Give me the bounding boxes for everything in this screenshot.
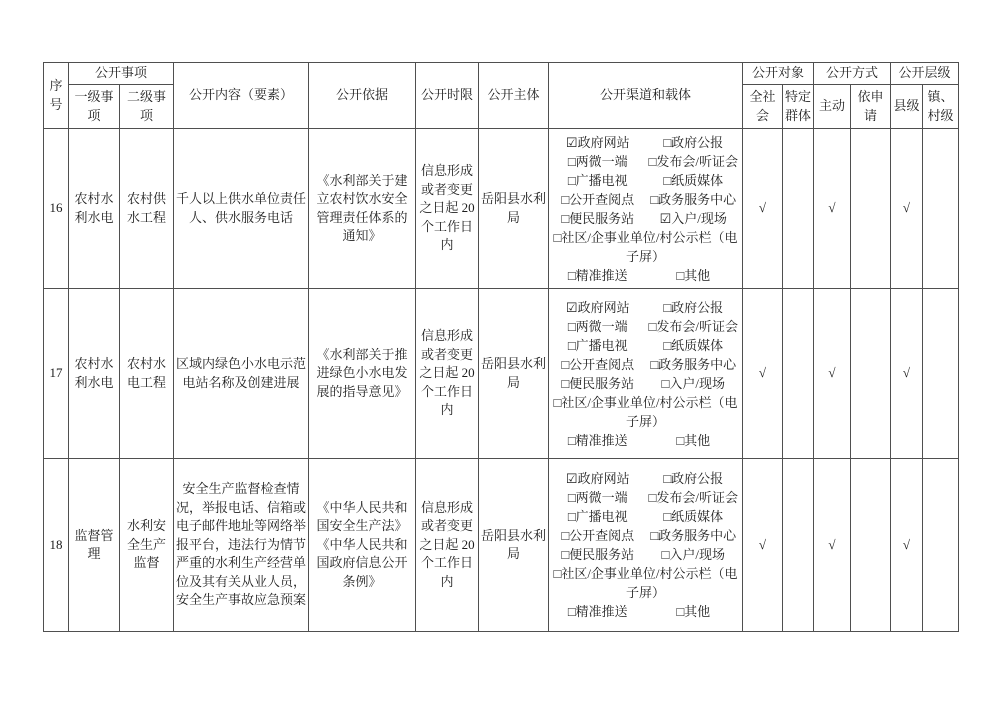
target-specific-cell xyxy=(783,129,814,289)
channel-option-label: 社区/企事业单位/村公示栏（电子屏） xyxy=(561,394,738,429)
channel-option xyxy=(646,507,742,526)
header-basis: 公开依据 xyxy=(309,63,416,129)
channel-option-label: 精准推送 xyxy=(575,432,628,448)
checkbox-icon: □ xyxy=(676,267,685,283)
target-specific-cell xyxy=(783,289,814,459)
channel-option xyxy=(550,393,741,431)
channel-option-label: 其他 xyxy=(684,432,711,448)
header-matter-l2: 二级事项 xyxy=(120,85,174,129)
checkbox-icon: □ xyxy=(561,375,570,391)
header-target-all: 全社会 xyxy=(743,85,783,129)
channel-option-label: 便民服务站 xyxy=(569,210,635,226)
checkbox-icon: ☑ xyxy=(565,134,578,150)
method-request-cell xyxy=(851,289,891,459)
seq-cell: 17 xyxy=(44,289,69,459)
header-matter-l1: 一级事项 xyxy=(69,85,120,129)
channel-option-label: 社区/企事业单位/村公示栏（电子屏） xyxy=(561,229,738,264)
channel-line xyxy=(550,374,741,393)
content-cell: 千人以上供水单位责任人、供水服务电话 xyxy=(174,129,309,289)
checkbox-icon: □ xyxy=(661,547,670,562)
checkbox-icon: □ xyxy=(561,356,570,372)
checkbox-icon: ☑ xyxy=(565,299,578,315)
checkbox-icon: □ xyxy=(567,267,576,283)
channel-option-label: 公开查阅点 xyxy=(569,191,635,207)
channel-option-label: 其他 xyxy=(684,604,711,619)
header-channels: 公开渠道和载体 xyxy=(549,63,743,129)
channel-line xyxy=(550,152,741,171)
channel-option xyxy=(646,336,742,355)
channel-option-label: 入户/现场 xyxy=(671,210,727,226)
channel-option xyxy=(646,431,742,450)
method-request-cell xyxy=(851,459,891,632)
channel-option-label: 政府网站 xyxy=(577,471,630,486)
checkbox-icon: □ xyxy=(553,566,562,581)
level-town-cell xyxy=(923,129,959,289)
channel-option-label: 广播电视 xyxy=(575,509,628,524)
time-limit-cell: 信息形成或者变更之日起 20 个工作日内 xyxy=(416,129,479,289)
channel-option-label: 政府网站 xyxy=(577,299,630,315)
channel-option-label: 公开查阅点 xyxy=(569,356,635,372)
channel-line xyxy=(550,602,741,621)
channel-option-label: 社区/企事业单位/村公示栏（电子屏） xyxy=(561,566,738,600)
header-seq: 序号 xyxy=(44,63,69,129)
channel-option-label: 纸质媒体 xyxy=(671,509,724,524)
channel-option xyxy=(550,190,646,209)
time-limit-cell: 信息形成或者变更之日起 20 个工作日内 xyxy=(416,289,479,459)
channel-option-label: 政府公报 xyxy=(671,299,724,315)
channel-option-label: 公开查阅点 xyxy=(569,528,635,543)
checkbox-icon: □ xyxy=(567,172,576,188)
checkbox-icon: □ xyxy=(663,337,672,353)
checkbox-icon: □ xyxy=(648,153,657,169)
channel-option-label: 便民服务站 xyxy=(569,375,635,391)
channel-option xyxy=(550,545,646,564)
checkbox-icon: □ xyxy=(553,229,562,245)
level-town-cell xyxy=(923,459,959,632)
channel-line xyxy=(550,171,741,190)
disclosure-table xyxy=(43,62,959,632)
channel-option xyxy=(550,317,646,336)
channel-option-label: 便民服务站 xyxy=(569,547,635,562)
channel-option xyxy=(646,171,742,190)
channel-option xyxy=(646,526,742,545)
channels-cell xyxy=(549,459,743,632)
checkbox-icon: □ xyxy=(663,471,672,486)
header-method-active: 主动 xyxy=(814,85,851,129)
header-matter-group: 公开事项 xyxy=(69,63,174,85)
seq-cell: 18 xyxy=(44,459,69,632)
channel-option xyxy=(550,133,646,152)
checkbox-icon: □ xyxy=(648,318,657,334)
checkbox-icon: □ xyxy=(676,432,685,448)
checkbox-icon: □ xyxy=(567,432,576,448)
header-content: 公开内容（要素） xyxy=(174,63,309,129)
checkbox-icon: □ xyxy=(663,509,672,524)
checkbox-icon: □ xyxy=(650,528,659,543)
method-active-cell: √ xyxy=(814,459,851,632)
channel-option xyxy=(646,545,742,564)
basis-cell: 《水利部关于推进绿色小水电发展的指导意见》 xyxy=(309,289,416,459)
channel-line xyxy=(550,431,741,450)
checkbox-icon: □ xyxy=(567,490,576,505)
header-row-1 xyxy=(44,63,959,85)
method-active-cell: √ xyxy=(814,289,851,459)
basis-cell: 《水利部关于建立农村饮水安全管理责任体系的通知》 xyxy=(309,129,416,289)
method-request-cell xyxy=(851,129,891,289)
channel-option xyxy=(550,602,646,621)
level1-cell: 监督管理 xyxy=(69,459,120,632)
header-level-county: 县级 xyxy=(891,85,923,129)
checkbox-icon: ☑ xyxy=(565,471,578,486)
level-county-cell: √ xyxy=(891,459,923,632)
channel-option-label: 政务服务中心 xyxy=(658,528,737,543)
header-time-limit: 公开时限 xyxy=(416,63,479,129)
channel-option xyxy=(550,228,741,266)
channel-option-label: 政府公报 xyxy=(671,134,724,150)
channel-option xyxy=(550,298,646,317)
content-cell: 区域内绿色小水电示范电站名称及创建进展 xyxy=(174,289,309,459)
target-all-cell: √ xyxy=(743,129,783,289)
checkbox-icon: □ xyxy=(561,210,570,226)
header-level-town: 镇、村级 xyxy=(923,85,959,129)
channel-option-label: 纸质媒体 xyxy=(671,337,724,353)
seq-cell: 16 xyxy=(44,129,69,289)
channel-option xyxy=(646,133,742,152)
channel-option-label: 政府网站 xyxy=(577,134,630,150)
checkbox-icon: □ xyxy=(561,191,570,207)
channel-option xyxy=(550,469,646,488)
channel-line xyxy=(550,336,741,355)
level1-cell: 农村水利水电 xyxy=(69,129,120,289)
level2-cell: 农村供水工程 xyxy=(120,129,174,289)
level-town-cell xyxy=(923,289,959,459)
channel-option xyxy=(550,507,646,526)
channel-line xyxy=(550,190,741,209)
channel-option-label: 政务服务中心 xyxy=(658,356,737,372)
subject-cell: 岳阳县水利局 xyxy=(479,459,549,632)
subject-cell: 岳阳县水利局 xyxy=(479,129,549,289)
channel-option-label: 其他 xyxy=(684,267,711,283)
content-cell: 安全生产监督检查情况，举报电话、信箱或电子邮件地址等网络举报平台，违法行为情节严重的水利生产经营单位及其有关从业人员，安全生产事故应急预案 xyxy=(174,459,309,632)
checkbox-icon: □ xyxy=(663,172,672,188)
level1-cell: 农村水利水电 xyxy=(69,289,120,459)
checkbox-icon: □ xyxy=(561,547,570,562)
channel-option xyxy=(550,488,646,507)
channel-option-label: 广播电视 xyxy=(575,172,628,188)
channel-option-label: 两微一端 xyxy=(575,490,628,505)
channels-cell xyxy=(549,289,743,459)
checkbox-icon: □ xyxy=(567,604,576,619)
channel-option xyxy=(646,374,742,393)
level2-cell: 水利安全生产监督 xyxy=(120,459,174,632)
header-level-group: 公开层级 xyxy=(891,63,959,85)
channels-cell xyxy=(549,129,743,289)
channel-option xyxy=(646,469,742,488)
checkbox-icon: □ xyxy=(567,153,576,169)
channel-option-label: 入户/现场 xyxy=(669,375,725,391)
channel-line xyxy=(550,545,741,564)
checkbox-icon: □ xyxy=(648,490,657,505)
checkbox-icon: □ xyxy=(663,134,672,150)
channel-line xyxy=(550,209,741,228)
channel-option xyxy=(550,266,646,285)
channel-line xyxy=(550,317,741,336)
channel-option xyxy=(646,190,742,209)
header-subject: 公开主体 xyxy=(479,63,549,129)
channel-option-label: 政府公报 xyxy=(671,471,724,486)
channel-option xyxy=(646,317,742,336)
checkbox-icon: □ xyxy=(553,394,562,410)
channel-line xyxy=(550,355,741,374)
time-limit-cell: 信息形成或者变更之日起 20 个工作日内 xyxy=(416,459,479,632)
channel-option xyxy=(550,374,646,393)
header-method-request: 依申请 xyxy=(851,85,891,129)
channel-line xyxy=(550,266,741,285)
channel-option-label: 入户/现场 xyxy=(669,547,725,562)
channel-option xyxy=(550,355,646,374)
channel-option xyxy=(646,298,742,317)
channel-option-label: 精准推送 xyxy=(575,604,628,619)
channel-line xyxy=(550,298,741,317)
table-row xyxy=(44,129,959,289)
basis-cell: 《中华人民共和国安全生产法》《中华人民共和国政府信息公开条例》 xyxy=(309,459,416,632)
header-target-specific: 特定群体 xyxy=(783,85,814,129)
checkbox-icon: □ xyxy=(567,337,576,353)
checkbox-icon: ☑ xyxy=(659,210,672,226)
channel-option-label: 广播电视 xyxy=(575,337,628,353)
level-county-cell: √ xyxy=(891,289,923,459)
channel-line xyxy=(550,488,741,507)
checkbox-icon: □ xyxy=(661,375,670,391)
channel-line xyxy=(550,526,741,545)
channel-option xyxy=(550,152,646,171)
channel-option-label: 发布会/听证会 xyxy=(656,318,738,334)
level-county-cell: √ xyxy=(891,129,923,289)
channel-option-label: 政务服务中心 xyxy=(658,191,737,207)
level2-cell: 农村水电工程 xyxy=(120,289,174,459)
checkbox-icon: □ xyxy=(650,356,659,372)
channel-option-label: 两微一端 xyxy=(575,153,628,169)
checkbox-icon: □ xyxy=(676,604,685,619)
channel-option-label: 纸质媒体 xyxy=(671,172,724,188)
channel-option-label: 发布会/听证会 xyxy=(656,153,738,169)
target-all-cell: √ xyxy=(743,459,783,632)
channel-line xyxy=(550,507,741,526)
checkbox-icon: □ xyxy=(561,528,570,543)
channel-option xyxy=(646,602,742,621)
channel-option xyxy=(550,564,741,602)
channel-option xyxy=(646,488,742,507)
channel-line xyxy=(550,133,741,152)
channel-line xyxy=(550,469,741,488)
subject-cell: 岳阳县水利局 xyxy=(479,289,549,459)
checkbox-icon: □ xyxy=(567,509,576,524)
channel-option xyxy=(646,266,742,285)
checkbox-icon: □ xyxy=(663,299,672,315)
checkbox-icon: □ xyxy=(650,191,659,207)
channel-option xyxy=(646,152,742,171)
method-active-cell: √ xyxy=(814,129,851,289)
header-target-group: 公开对象 xyxy=(743,63,814,85)
target-specific-cell xyxy=(783,459,814,632)
checkbox-icon: □ xyxy=(567,318,576,334)
channel-option xyxy=(646,355,742,374)
channel-option xyxy=(550,431,646,450)
channel-option-label: 发布会/听证会 xyxy=(656,490,738,505)
channel-option xyxy=(550,526,646,545)
channel-option-label: 两微一端 xyxy=(575,318,628,334)
channel-option xyxy=(646,209,742,228)
table-row xyxy=(44,289,959,459)
table-row xyxy=(44,459,959,632)
channel-option-label: 精准推送 xyxy=(575,267,628,283)
target-all-cell: √ xyxy=(743,289,783,459)
header-method-group: 公开方式 xyxy=(814,63,891,85)
channel-option xyxy=(550,171,646,190)
channel-option xyxy=(550,336,646,355)
channel-option xyxy=(550,209,646,228)
